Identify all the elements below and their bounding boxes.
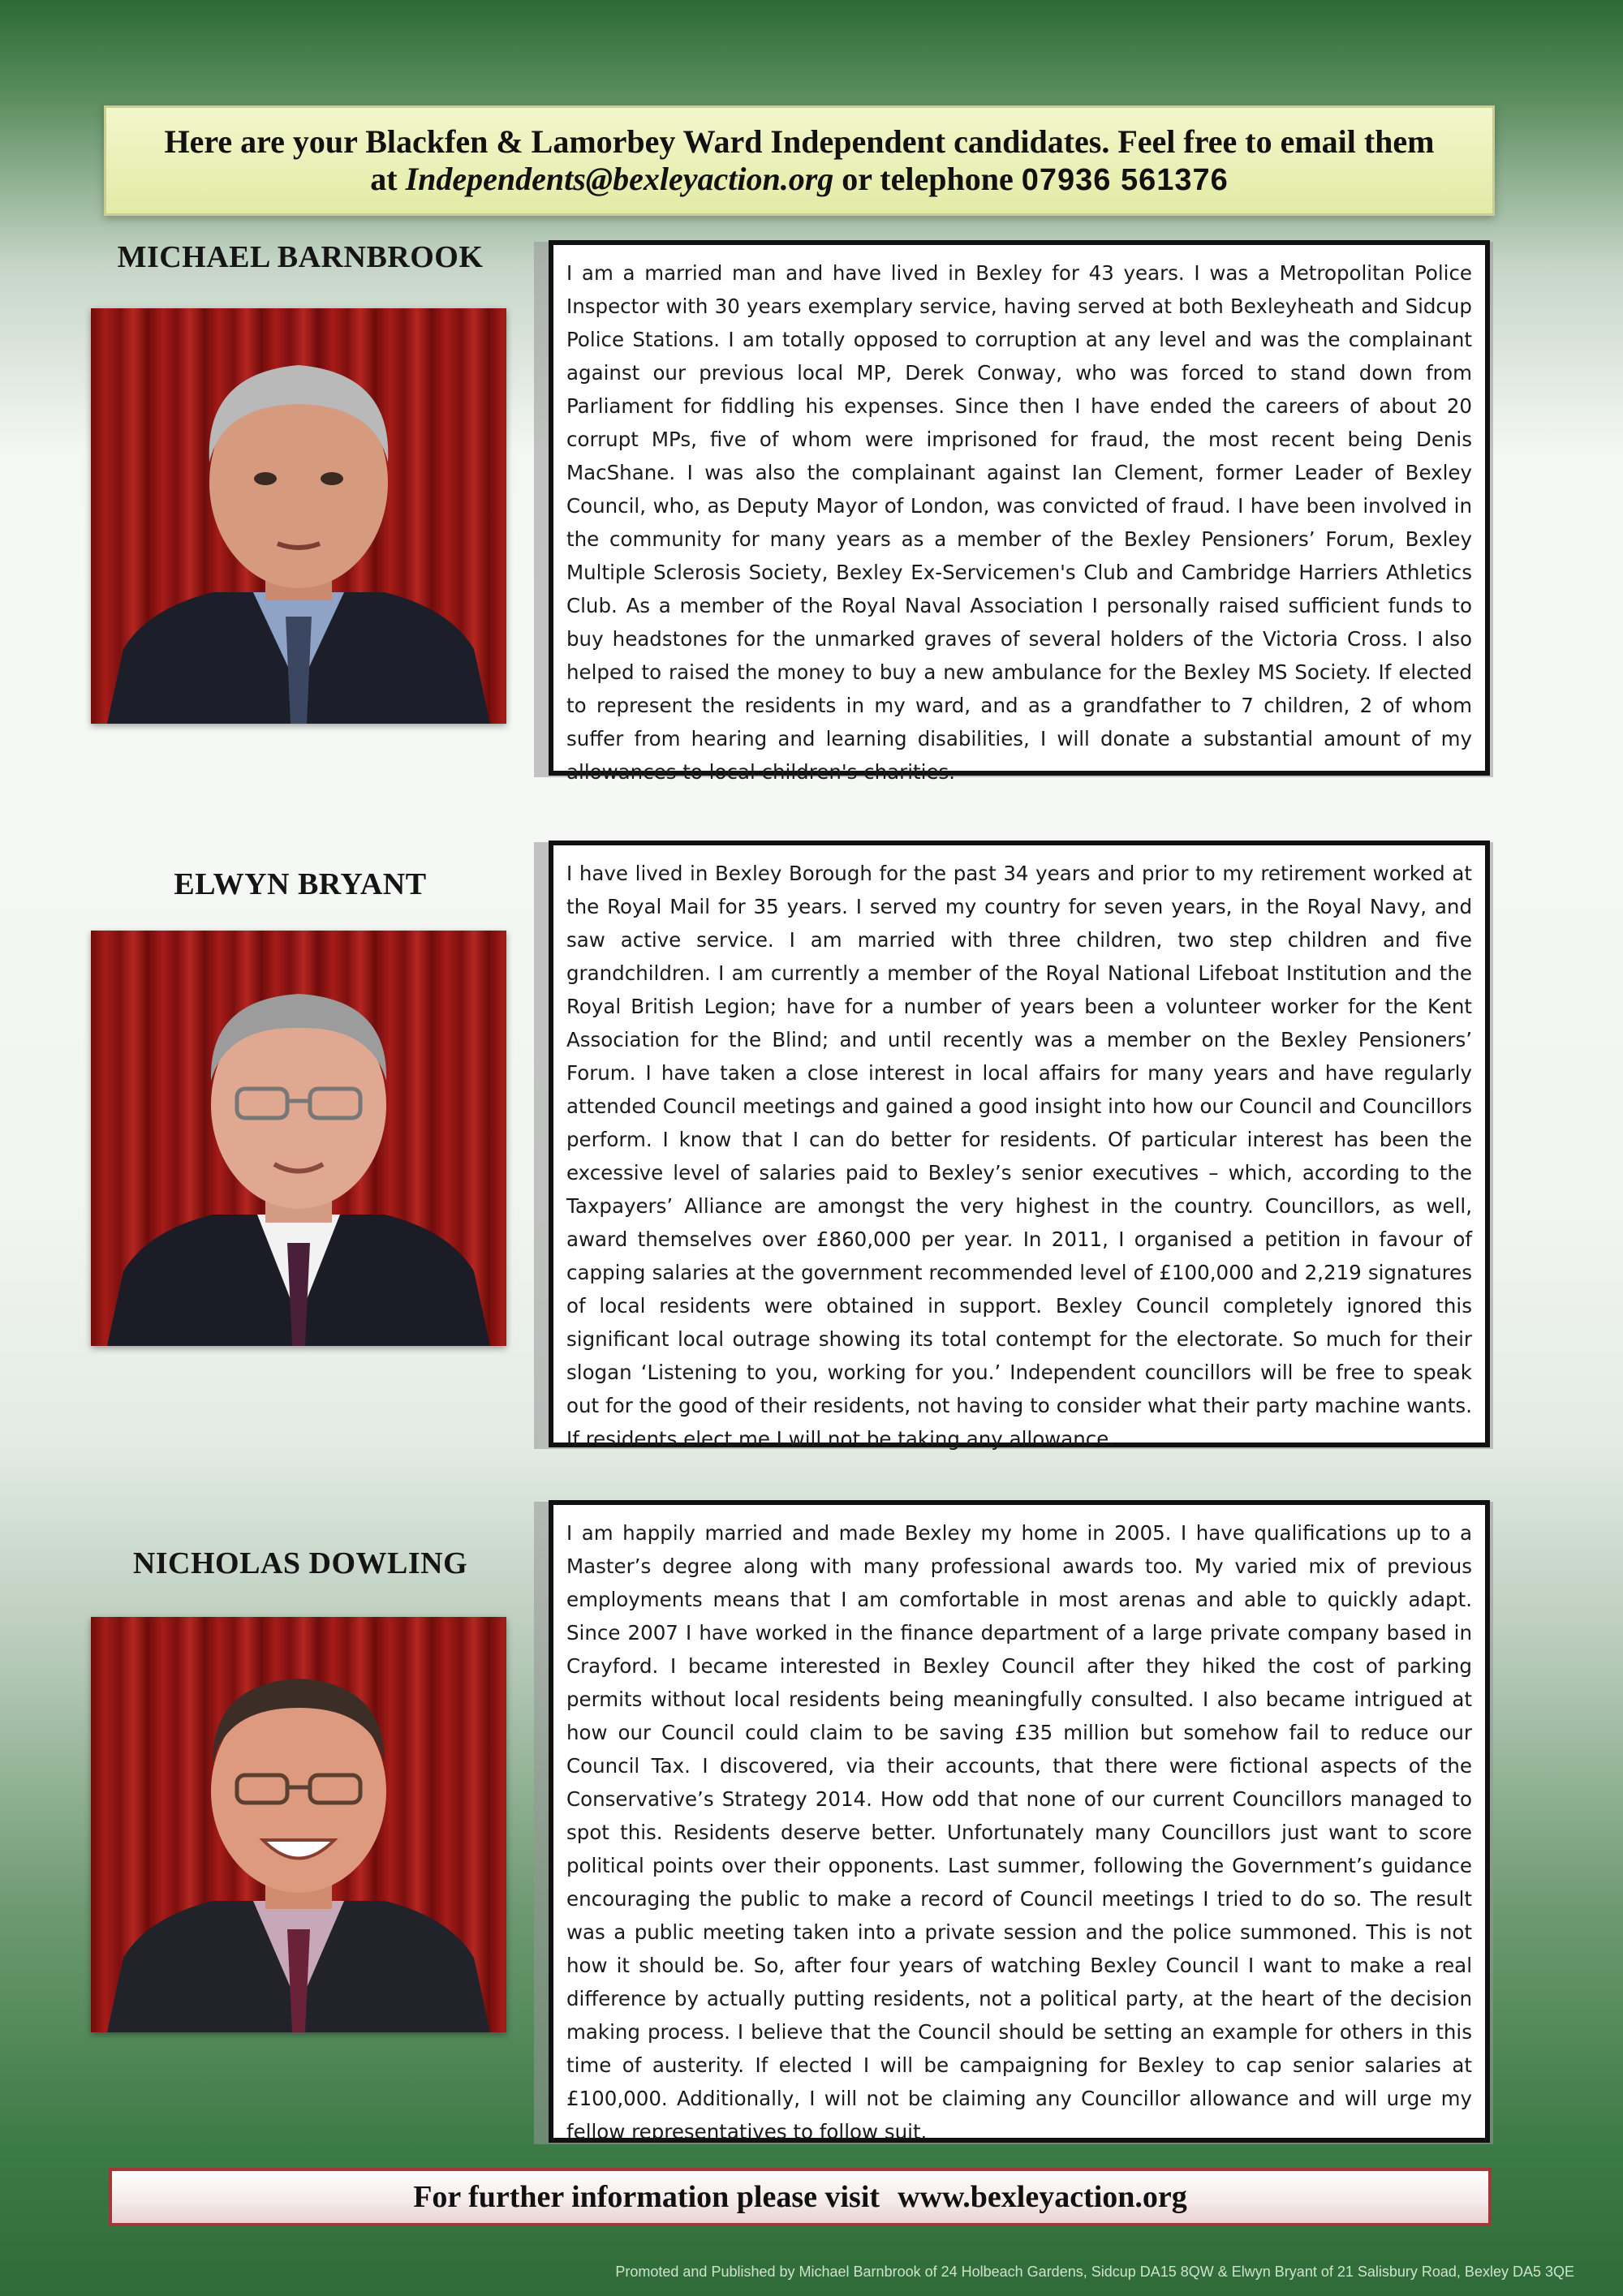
banner-contact-line <box>370 161 1229 199</box>
header-banner <box>104 105 1495 216</box>
footer-website-link[interactable]: www.bexleyaction.org <box>898 2180 1187 2214</box>
footer-info-bar <box>109 2168 1492 2226</box>
candidate-name-barnbrook: MICHAEL BARNBROOK <box>117 240 484 274</box>
portrait-illustration <box>91 931 506 1346</box>
banner-headline: Here are your Blackfen & Lamorbey Ward Independent candidates. Feel free to email them <box>164 123 1435 160</box>
footer-prefix: For further information please visit <box>413 2180 880 2214</box>
portrait-illustration <box>91 308 506 724</box>
candidate-photo-bryant <box>91 931 506 1346</box>
candidate-photo-dowling <box>91 1617 506 2032</box>
portrait-illustration <box>91 1617 506 2032</box>
candidate-photo-barnbrook <box>91 308 506 724</box>
candidate-bio-barnbrook: I am a married man and have lived in Bexley for 43 years. I was a Metropolitan Police Inspector with 30 years exemplary service, having served at both Bexleyheath and Sidcup Police Stations. I am totally opposed to corruption at any level and was the complainant against our previous local MP, Derek Conway, who was forced to stand down from Parliament for fiddling his expenses. Since then I have ended the careers of about 20 corrupt MPs, five of whom were imprisoned for fraud, the most recent being Denis MacShane. I was also the complainant against Ian Clement, former Leader of Bexley Council, who, as Deputy Mayor of London, was convicted of fraud. I have been involved in the community for many years as a member of the Bexley Pensioners’ Forum, Bexley Multiple Sclerosis Society, Bexley Ex-Servicemen's Club and Cambridge Harriers Athletics Club. As a member of the Royal Naval Association I personally raised sufficient funds to buy headstones for the unmarked graves of several holders of the Victoria Cross. I also helped to raised the money to buy a new ambulance for the Bexley MS Society. If elected to represent the residents in my ward, and as a grandfather to 7 children, 2 of whom suffer from hearing and learning disabilities, I will donate a substantial amount of my allowances to local children's charities. <box>549 240 1490 776</box>
candidate-bio-dowling: I am happily married and made Bexley my home in 2005. I have qualifications up to a Master’s degree along with many professional awards too. My varied mix of previous employments means that I am comfortable in most arenas and able to quickly adapt. Since 2007 I have worked in the finance department of a large private company based in Crayford. I became interested in Bexley Council after they hiked the cost of parking permits without local residents being meaningfully consulted. I also became intrigued at how our Council could claim to be saving £35 million but somehow fail to reduce our Council Tax. I discovered, via their accounts, that there were fictional aspects of the Conservative’s Strategy 2014. How odd that none of our current Councillors managed to spot this. Residents deserve better. Unfortunately many Councillors just want to score political points over their opponents. Last summer, following the Government’s guidance encouraging the public to make a record of Council meetings I tried to do so. The result was a public meeting taken into a private session and the police summoned. This is not how it should be. So, after four years of watching Bexley Council I want to make a real difference by actually putting residents, not a political party, at the heart of the decision making process. I believe that the Council should be setting an example for others in this time of austerity. If elected I will be campaigning for Bexley to cap senior salaries at £100,000. Additionally, I will not be claiming any Councillor allowance and will urge my fellow representatives to follow suit. <box>549 1500 1490 2143</box>
candidate-name-dowling: NICHOLAS DOWLING <box>132 1546 468 1580</box>
contact-phone[interactable]: 07936 561376 <box>1021 162 1229 197</box>
candidate-bio-bryant: I have lived in Bexley Borough for the past 34 years and prior to my retirement worked at the Royal Mail for 35 years. I served my country for seven years, in the Royal Navy, and saw active service. I am married with three children, two step children and five grandchildren. I am currently a member of the Royal National Lifeboat Institution and the Royal British Legion; have for a number of years been a volunteer worker for the Kent Association for the Blind; and until recently was a member on the Bexley Pensioners’ Forum. I have taken a close interest in local affairs for many years and have regularly attended Council meetings and gained a good insight into how our Council and Councillors perform. I know that I can do better for residents. Of particular interest has been the excessive level of salaries paid to Bexley’s senior executives – which, according to the Taxpayers’ Alliance are amongst the very highest in the country. Councillors, as well, award themselves over £860,000 per year. In 2011, I organised a petition in favour of capping salaries at the government recommended level of £100,000 and 2,219 signatures of local residents were obtained in support. Bexley Council completely ignored this significant local outrage showing its total contempt for the electorate. So much for their slogan ‘Listening to you, working for you.’ Independent councillors will be free to speak out for the good of their residents, not having to consider what their party machine wants. If residents elect me I will not be taking any allowance. <box>549 841 1490 1447</box>
contact-prefix: at <box>370 160 398 197</box>
candidate-name-bryant: ELWYN BRYANT <box>174 867 427 901</box>
contact-mid: or telephone <box>842 160 1014 197</box>
contact-email-link[interactable]: Independents@bexleyaction.org <box>405 160 834 197</box>
imprint-text: Promoted and Published by Michael Barnbrook of 24 Holbeach Gardens, Sidcup DA15 8QW & Elwyn Bryant of 21 Salisbury Road, Bexley DA5 3QE <box>615 2264 1574 2280</box>
